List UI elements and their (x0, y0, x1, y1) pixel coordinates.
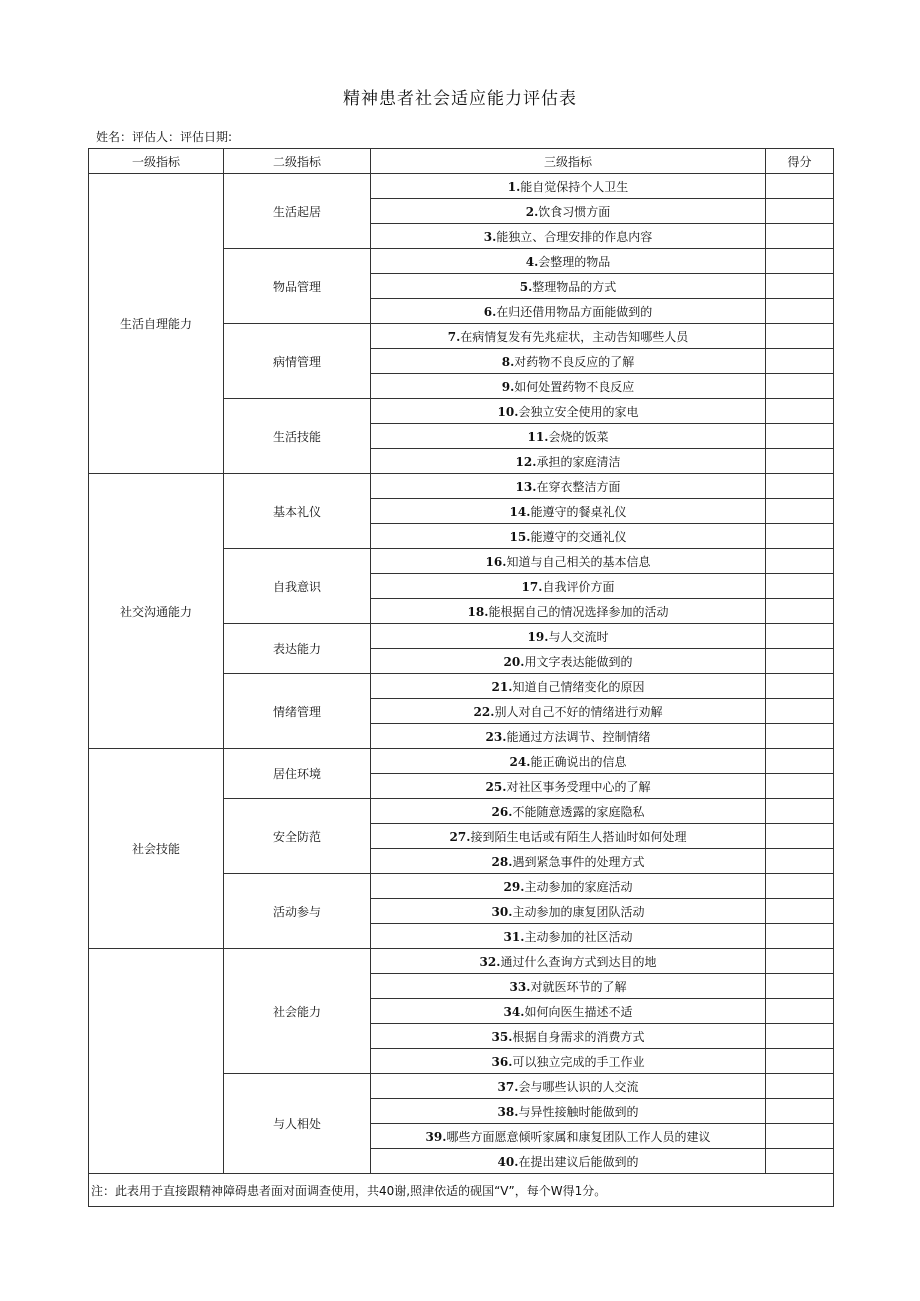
item-text: 主动参加的社区活动 (524, 929, 633, 944)
item-text: 在病情复发有先兆症状，主动告知哪些人员 (460, 329, 689, 344)
score-cell[interactable] (766, 624, 834, 649)
level3-item (371, 424, 766, 449)
item-number: 13. (515, 479, 537, 494)
item-text: 知道自己情绪变化的原因 (512, 679, 645, 694)
item-number: 6. (483, 304, 497, 319)
level3-item (371, 574, 766, 599)
header-level3: 三级指标 (371, 149, 766, 174)
score-cell[interactable] (766, 924, 834, 949)
level3-item (371, 1099, 766, 1124)
item-number: 29. (503, 879, 525, 894)
score-cell[interactable] (766, 724, 834, 749)
score-cell[interactable] (766, 399, 834, 424)
item-number: 19. (527, 629, 549, 644)
score-cell[interactable] (766, 199, 834, 224)
item-text: 在穿衣整洁方面 (536, 479, 621, 494)
item-text: 在提出建议后能做到的 (518, 1154, 639, 1169)
item-number: 31. (503, 929, 525, 944)
item-text: 能通过方法调节、控制情绪 (506, 729, 651, 744)
item-text: 通过什么查询方式到达目的地 (500, 954, 657, 969)
item-number: 1. (507, 179, 521, 194)
level2-cell: 病情管理 (224, 324, 371, 399)
item-number: 32. (479, 954, 501, 969)
score-cell[interactable] (766, 574, 834, 599)
score-cell[interactable] (766, 749, 834, 774)
header-row (89, 149, 834, 174)
level3-item (371, 549, 766, 574)
item-text: 能遵守的餐桌礼仪 (530, 504, 627, 519)
item-number: 17. (521, 579, 543, 594)
level2-cell: 与人相处 (224, 1074, 371, 1174)
item-number: 27. (449, 829, 471, 844)
item-number: 38. (497, 1104, 519, 1119)
item-number: 26. (491, 804, 513, 819)
header-level2: 二级指标 (224, 149, 371, 174)
score-cell[interactable] (766, 974, 834, 999)
item-text: 自我评价方面 (542, 579, 615, 594)
item-text: 主动参加的家庭活动 (524, 879, 633, 894)
level3-item (371, 324, 766, 349)
level1-cell: 社会技能 (89, 749, 224, 949)
item-number: 33. (509, 979, 531, 994)
score-cell[interactable] (766, 674, 834, 699)
item-number: 40. (497, 1154, 519, 1169)
level3-item (371, 499, 766, 524)
score-cell[interactable] (766, 1124, 834, 1149)
header-level1: 一级指标 (89, 149, 224, 174)
score-cell[interactable] (766, 474, 834, 499)
level2-cell: 生活技能 (224, 399, 371, 474)
score-cell[interactable] (766, 174, 834, 199)
score-cell[interactable] (766, 849, 834, 874)
item-text: 知道与自己相关的基本信息 (506, 554, 651, 569)
item-number: 5. (519, 279, 533, 294)
item-text: 可以独立完成的手工作业 (512, 1054, 645, 1069)
item-text: 对就医环节的了解 (530, 979, 627, 994)
item-number: 14. (509, 504, 531, 519)
level3-item (371, 849, 766, 874)
level3-item (371, 474, 766, 499)
item-text: 饮食习惯方面 (538, 204, 611, 219)
item-number: 21. (491, 679, 513, 694)
page-title: 精神患者社会适应能力评估表 (343, 89, 577, 109)
level2-cell: 自我意识 (224, 549, 371, 624)
level3-item (371, 599, 766, 624)
level3-item (371, 174, 766, 199)
item-text: 别人对自己不好的情绪进行劝解 (494, 704, 663, 719)
item-number: 39. (425, 1129, 447, 1144)
item-number: 11. (527, 429, 549, 444)
note-row (89, 1174, 834, 1207)
item-text: 会与哪些认识的人交流 (518, 1079, 639, 1094)
item-number: 30. (491, 904, 513, 919)
score-cell[interactable] (766, 1149, 834, 1174)
item-number: 24. (509, 754, 531, 769)
item-number: 15. (509, 529, 531, 544)
level3-item (371, 274, 766, 299)
level3-item (371, 749, 766, 774)
item-number: 18. (467, 604, 489, 619)
item-number: 37. (497, 1079, 519, 1094)
item-number: 22. (473, 704, 495, 719)
item-text: 会整理的物品 (538, 254, 611, 269)
score-cell[interactable] (766, 449, 834, 474)
item-text: 能遵守的交通礼仪 (530, 529, 627, 544)
level3-item (371, 224, 766, 249)
level3-item (371, 999, 766, 1024)
level3-item (371, 724, 766, 749)
score-cell[interactable] (766, 774, 834, 799)
level3-item (371, 874, 766, 899)
score-cell[interactable] (766, 274, 834, 299)
item-text: 主动参加的康复团队活动 (512, 904, 645, 919)
item-text: 承担的家庭清洁 (536, 454, 621, 469)
level3-item (371, 299, 766, 324)
item-number: 20. (503, 654, 525, 669)
level2-cell: 生活起居 (224, 174, 371, 249)
item-text: 会烧的饭菜 (548, 429, 609, 444)
level2-cell: 表达能力 (224, 624, 371, 674)
level3-item (371, 974, 766, 999)
score-cell[interactable] (766, 1049, 834, 1074)
score-cell[interactable] (766, 324, 834, 349)
level1-cell (89, 949, 224, 1174)
level3-item (371, 649, 766, 674)
table-row (89, 749, 834, 774)
level1-cell: 生活自理能力 (89, 174, 224, 474)
level3-item (371, 899, 766, 924)
level3-item (371, 1074, 766, 1099)
level3-item (371, 674, 766, 699)
score-cell[interactable] (766, 1024, 834, 1049)
item-text: 在归还借用物品方面能做到的 (496, 304, 653, 319)
item-number: 10. (497, 404, 519, 419)
level3-item (371, 399, 766, 424)
level2-cell: 安全防范 (224, 799, 371, 874)
score-cell[interactable] (766, 949, 834, 974)
item-number: 7. (447, 329, 461, 344)
score-cell[interactable] (766, 999, 834, 1024)
score-cell[interactable] (766, 799, 834, 824)
item-text: 如何向医生描述不适 (524, 1004, 633, 1019)
level2-cell: 社会能力 (224, 949, 371, 1074)
table-note: 注：此表用于直接跟精神障碍患者面对面调查使用，共40谢,照津依适的砚国“V”，每个W得1分。 (89, 1174, 834, 1207)
level2-cell: 基本礼仪 (224, 474, 371, 549)
score-cell[interactable] (766, 524, 834, 549)
item-text: 接到陌生电话或有陌生人搭讪时如何处理 (470, 829, 687, 844)
score-cell[interactable] (766, 299, 834, 324)
level3-item (371, 924, 766, 949)
score-cell[interactable] (766, 899, 834, 924)
item-number: 12. (515, 454, 537, 469)
item-number: 23. (485, 729, 507, 744)
level3-item (371, 949, 766, 974)
item-number: 3. (483, 229, 497, 244)
table-row (89, 949, 834, 974)
item-text: 对社区事务受理中心的了解 (506, 779, 651, 794)
item-text: 会独立安全使用的家电 (518, 404, 639, 419)
header-score: 得分 (766, 149, 834, 174)
level3-item (371, 774, 766, 799)
item-number: 34. (503, 1004, 525, 1019)
item-number: 8. (501, 354, 515, 369)
level1-cell: 社交沟通能力 (89, 474, 224, 749)
item-text: 能正确说出的信息 (530, 754, 627, 769)
score-cell[interactable] (766, 499, 834, 524)
score-cell[interactable] (766, 1074, 834, 1099)
item-number: 36. (491, 1054, 513, 1069)
item-number: 28. (491, 854, 513, 869)
score-cell[interactable] (766, 349, 834, 374)
level3-item (371, 1049, 766, 1074)
score-cell[interactable] (766, 374, 834, 399)
item-text: 能独立、合理安排的作息内容 (496, 229, 653, 244)
item-text: 根据自身需求的消费方式 (512, 1029, 645, 1044)
item-text: 能自觉保持个人卫生 (520, 179, 629, 194)
level3-item (371, 374, 766, 399)
score-cell[interactable] (766, 424, 834, 449)
form-meta-line: 姓名：评估人：评估日期: (96, 130, 233, 144)
level2-cell: 居住环境 (224, 749, 371, 799)
item-text: 用文字表达能做到的 (524, 654, 633, 669)
score-cell[interactable] (766, 249, 834, 274)
score-cell[interactable] (766, 649, 834, 674)
item-text: 与人交流时 (548, 629, 609, 644)
level3-item (371, 524, 766, 549)
level3-item (371, 249, 766, 274)
level3-item (371, 349, 766, 374)
item-text: 如何处置药物不良反应 (514, 379, 635, 394)
item-text: 不能随意透露的家庭隐私 (512, 804, 645, 819)
item-number: 9. (501, 379, 515, 394)
score-cell[interactable] (766, 874, 834, 899)
item-text: 能根据自己的情况选择参加的活动 (488, 604, 669, 619)
level3-item (371, 1149, 766, 1174)
level3-item (371, 1024, 766, 1049)
score-cell[interactable] (766, 1099, 834, 1124)
item-number: 16. (485, 554, 507, 569)
level3-item (371, 1124, 766, 1149)
score-cell[interactable] (766, 699, 834, 724)
score-cell[interactable] (766, 599, 834, 624)
score-cell[interactable] (766, 549, 834, 574)
level3-item (371, 699, 766, 724)
level3-item (371, 624, 766, 649)
table-row (89, 474, 834, 499)
score-cell[interactable] (766, 224, 834, 249)
score-cell[interactable] (766, 824, 834, 849)
level2-cell: 活动参与 (224, 874, 371, 949)
item-number: 2. (525, 204, 539, 219)
level3-item (371, 799, 766, 824)
level2-cell: 情绪管理 (224, 674, 371, 749)
item-text: 与异性接触时能做到的 (518, 1104, 639, 1119)
item-text: 对药物不良反应的了解 (514, 354, 635, 369)
item-text: 哪些方面愿意倾听家属和康复团队工作人员的建议 (446, 1129, 711, 1144)
level3-item (371, 449, 766, 474)
level3-item (371, 824, 766, 849)
table-body (89, 174, 834, 1174)
item-number: 35. (491, 1029, 513, 1044)
assessment-table (88, 148, 834, 1207)
item-text: 遇到紧急事件的处理方式 (512, 854, 645, 869)
table-row (89, 174, 834, 199)
item-number: 4. (525, 254, 539, 269)
item-text: 整理物品的方式 (532, 279, 617, 294)
level3-item (371, 199, 766, 224)
level2-cell: 物品管理 (224, 249, 371, 324)
item-number: 25. (485, 779, 507, 794)
